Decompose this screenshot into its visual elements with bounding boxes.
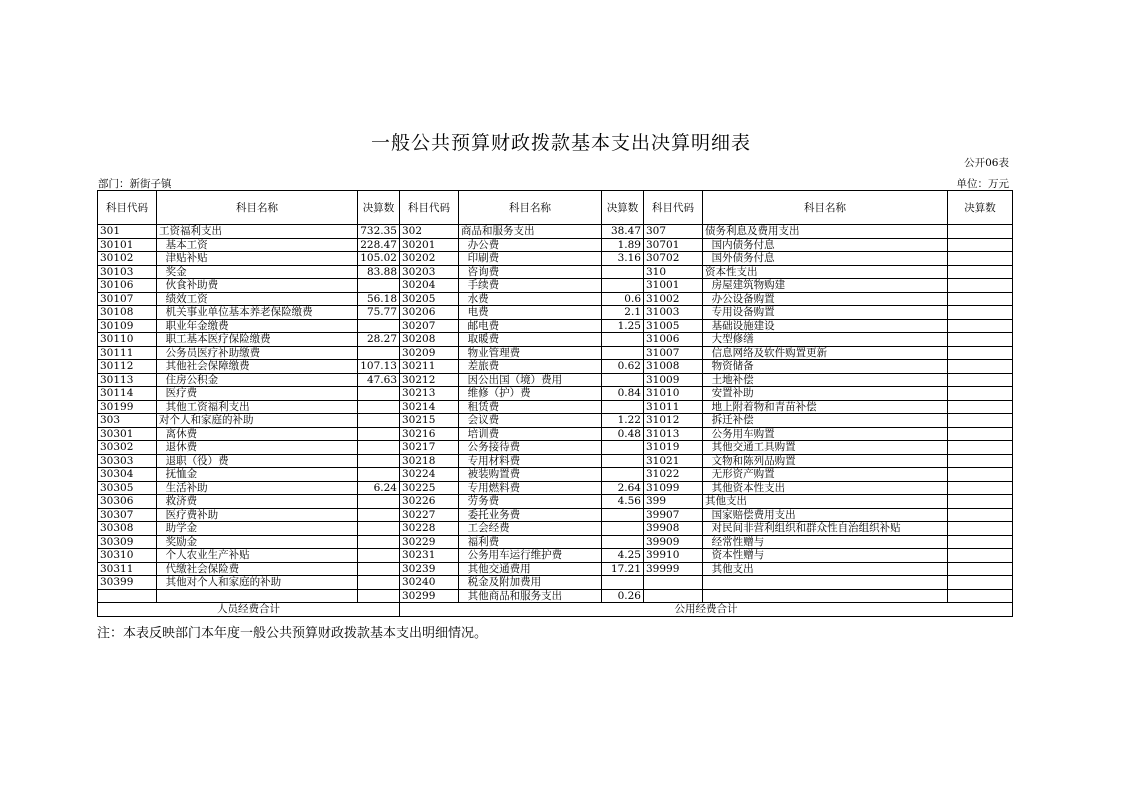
code-cell: 30302 (98, 441, 157, 455)
amount-cell (358, 319, 400, 333)
code-cell: 30114 (98, 387, 157, 401)
amount-cell: 1.89 (602, 238, 644, 252)
name-cell: 商品和服务支出 (459, 225, 602, 239)
code-cell: 30212 (400, 373, 459, 387)
code-cell: 310 (644, 265, 703, 279)
table-row (98, 238, 1013, 252)
code-cell: 31005 (644, 319, 703, 333)
code-cell: 30215 (400, 414, 459, 428)
code-cell: 30307 (98, 508, 157, 522)
code-cell: 30199 (98, 400, 157, 414)
amount-cell (602, 508, 644, 522)
code-cell: 31002 (644, 292, 703, 306)
amount-cell (602, 535, 644, 549)
code-cell: 30203 (400, 265, 459, 279)
amount-cell: 4.25 (602, 549, 644, 563)
amount-cell: 0.48 (602, 427, 644, 441)
table-row (98, 279, 1013, 293)
code-cell: 30209 (400, 346, 459, 360)
amount-cell (602, 400, 644, 414)
name-cell: 工资福利支出 (157, 225, 358, 239)
name-cell: 医疗费 (157, 387, 358, 401)
code-cell: 30110 (98, 333, 157, 347)
table-row (98, 454, 1013, 468)
code-cell: 30239 (400, 562, 459, 576)
name-cell: 维修（护）费 (459, 387, 602, 401)
amount-cell: 4.56 (602, 495, 644, 509)
name-cell: 其他资本性支出 (703, 481, 948, 495)
name-cell: 专用设备购置 (703, 306, 948, 320)
amount-cell: 2.64 (602, 481, 644, 495)
name-cell: 机关事业单位基本养老保险缴费 (157, 306, 358, 320)
amount-cell (948, 589, 1013, 603)
totals-row (98, 603, 1013, 617)
header-code: 科目代码 (98, 191, 157, 225)
code-cell: 30109 (98, 319, 157, 333)
amount-cell (948, 495, 1013, 509)
amount-cell: 1.25 (602, 319, 644, 333)
code-cell: 31003 (644, 306, 703, 320)
amount-cell: 6.24 (358, 481, 400, 495)
name-cell: 邮电费 (459, 319, 602, 333)
name-cell: 其他支出 (703, 495, 948, 509)
amount-cell (602, 333, 644, 347)
code-cell (644, 589, 703, 603)
amount-cell (948, 562, 1013, 576)
code-cell: 30218 (400, 454, 459, 468)
code-cell: 30106 (98, 279, 157, 293)
name-cell: 地上附着物和青苗补偿 (703, 400, 948, 414)
code-cell: 30224 (400, 468, 459, 482)
name-cell: 资本性支出 (703, 265, 948, 279)
code-cell: 30211 (400, 360, 459, 374)
name-cell: 国内债务付息 (703, 238, 948, 252)
name-cell: 退休费 (157, 441, 358, 455)
table-row (98, 333, 1013, 347)
name-cell: 电费 (459, 306, 602, 320)
name-cell: 被装购置费 (459, 468, 602, 482)
amount-cell (948, 400, 1013, 414)
code-cell: 30701 (644, 238, 703, 252)
amount-cell (948, 238, 1013, 252)
table-row (98, 576, 1013, 590)
code-cell: 30217 (400, 441, 459, 455)
name-cell: 国家赔偿费用支出 (703, 508, 948, 522)
code-cell: 30206 (400, 306, 459, 320)
name-cell: 专用材料费 (459, 454, 602, 468)
amount-cell (948, 427, 1013, 441)
amount-cell (948, 535, 1013, 549)
department-label: 部门：新街子镇 (98, 178, 172, 190)
name-cell: 差旅费 (459, 360, 602, 374)
code-cell: 31021 (644, 454, 703, 468)
amount-cell (948, 454, 1013, 468)
code-cell: 39908 (644, 522, 703, 536)
name-cell: 其他商品和服务支出 (459, 589, 602, 603)
name-cell: 资本性赠与 (703, 549, 948, 563)
amount-cell: 228.47 (358, 238, 400, 252)
code-cell: 31012 (644, 414, 703, 428)
name-cell: 会议费 (459, 414, 602, 428)
code-cell: 30208 (400, 333, 459, 347)
amount-cell (602, 468, 644, 482)
amount-cell (948, 252, 1013, 266)
name-cell: 个人农业生产补贴 (157, 549, 358, 563)
code-cell: 307 (644, 225, 703, 239)
code-cell: 31001 (644, 279, 703, 293)
amount-cell (948, 225, 1013, 239)
name-cell: 津贴补贴 (157, 252, 358, 266)
code-cell (644, 576, 703, 590)
code-cell: 30102 (98, 252, 157, 266)
amount-cell (948, 441, 1013, 455)
amount-cell (358, 346, 400, 360)
name-cell: 水费 (459, 292, 602, 306)
amount-cell (358, 400, 400, 414)
code-cell: 31099 (644, 481, 703, 495)
amount-cell (948, 522, 1013, 536)
amount-cell (358, 279, 400, 293)
amount-cell (948, 279, 1013, 293)
code-cell: 30311 (98, 562, 157, 576)
name-cell: 房屋建筑物购建 (703, 279, 948, 293)
name-cell: 其他工资福利支出 (157, 400, 358, 414)
amount-cell (948, 508, 1013, 522)
name-cell: 因公出国（境）费用 (459, 373, 602, 387)
code-cell: 30214 (400, 400, 459, 414)
header-code: 科目代码 (400, 191, 459, 225)
name-cell (703, 576, 948, 590)
code-cell: 31010 (644, 387, 703, 401)
table-row (98, 225, 1013, 239)
table-row (98, 481, 1013, 495)
name-cell: 福利费 (459, 535, 602, 549)
name-cell: 其他交通费用 (459, 562, 602, 576)
name-cell: 公务用车购置 (703, 427, 948, 441)
code-cell: 30309 (98, 535, 157, 549)
name-cell: 国外债务付息 (703, 252, 948, 266)
amount-cell (358, 589, 400, 603)
name-cell: 委托业务费 (459, 508, 602, 522)
table-row (98, 495, 1013, 509)
code-cell: 303 (98, 414, 157, 428)
amount-cell (948, 333, 1013, 347)
amount-cell: 75.77 (358, 306, 400, 320)
amount-cell (948, 414, 1013, 428)
name-cell (157, 589, 358, 603)
amount-cell (948, 360, 1013, 374)
name-cell: 租赁费 (459, 400, 602, 414)
name-cell: 拆迁补偿 (703, 414, 948, 428)
name-cell: 对个人和家庭的补助 (157, 414, 358, 428)
amount-cell (602, 522, 644, 536)
code-cell: 30216 (400, 427, 459, 441)
amount-cell (358, 427, 400, 441)
name-cell: 大型修缮 (703, 333, 948, 347)
name-cell: 对民间非营利组织和群众性自治组织补贴 (703, 522, 948, 536)
code-cell: 399 (644, 495, 703, 509)
amount-cell: 28.27 (358, 333, 400, 347)
name-cell: 基础设施建设 (703, 319, 948, 333)
amount-cell (948, 319, 1013, 333)
amount-cell (358, 576, 400, 590)
header-name: 科目名称 (459, 191, 602, 225)
name-cell (703, 589, 948, 603)
name-cell: 培训费 (459, 427, 602, 441)
code-cell: 30111 (98, 346, 157, 360)
expenditure-table (97, 190, 1013, 617)
amount-cell (948, 306, 1013, 320)
amount-cell: 0.26 (602, 589, 644, 603)
amount-cell (948, 265, 1013, 279)
code-cell: 39910 (644, 549, 703, 563)
table-row (98, 265, 1013, 279)
code-cell: 30231 (400, 549, 459, 563)
code-cell: 30107 (98, 292, 157, 306)
public-total-label: 公用经费合计 (400, 603, 1013, 617)
table-row (98, 549, 1013, 563)
header-name: 科目名称 (703, 191, 948, 225)
amount-cell (358, 414, 400, 428)
table-row (98, 522, 1013, 536)
code-cell: 30299 (400, 589, 459, 603)
code-cell: 30306 (98, 495, 157, 509)
code-cell: 30240 (400, 576, 459, 590)
amount-cell: 107.13 (358, 360, 400, 374)
name-cell: 手续费 (459, 279, 602, 293)
name-cell: 职业年金缴费 (157, 319, 358, 333)
name-cell: 土地补偿 (703, 373, 948, 387)
amount-cell: 47.63 (358, 373, 400, 387)
amount-cell (602, 454, 644, 468)
table-header-row (98, 191, 1013, 225)
name-cell: 办公设备购置 (703, 292, 948, 306)
name-cell: 税金及附加费用 (459, 576, 602, 590)
code-cell: 30304 (98, 468, 157, 482)
amount-cell (948, 549, 1013, 563)
code-cell: 30227 (400, 508, 459, 522)
table-row (98, 535, 1013, 549)
name-cell: 基本工资 (157, 238, 358, 252)
table-row (98, 319, 1013, 333)
code-cell: 30303 (98, 454, 157, 468)
code-cell: 30201 (400, 238, 459, 252)
code-cell: 30310 (98, 549, 157, 563)
code-cell: 30112 (98, 360, 157, 374)
page-title: 一般公共预算财政拨款基本支出决算明细表 (370, 132, 751, 154)
amount-cell (948, 387, 1013, 401)
name-cell: 物资储备 (703, 360, 948, 374)
name-cell: 工会经费 (459, 522, 602, 536)
table-row (98, 589, 1013, 603)
name-cell: 公务接待费 (459, 441, 602, 455)
amount-cell: 83.88 (358, 265, 400, 279)
amount-cell (602, 265, 644, 279)
amount-cell: 17.21 (602, 562, 644, 576)
code-cell: 30113 (98, 373, 157, 387)
amount-cell (358, 454, 400, 468)
code-cell: 30108 (98, 306, 157, 320)
name-cell: 债务利息及费用支出 (703, 225, 948, 239)
name-cell: 退职（役）费 (157, 454, 358, 468)
code-cell: 30702 (644, 252, 703, 266)
table-row (98, 427, 1013, 441)
code-cell: 39907 (644, 508, 703, 522)
name-cell: 经常性赠与 (703, 535, 948, 549)
code-cell: 31008 (644, 360, 703, 374)
code-cell: 31013 (644, 427, 703, 441)
amount-cell (948, 576, 1013, 590)
footnote: 注：本表反映部门本年度一般公共预算财政拨款基本支出明细情况。 (97, 626, 488, 641)
code-cell: 39909 (644, 535, 703, 549)
name-cell: 伙食补助费 (157, 279, 358, 293)
name-cell: 绩效工资 (157, 292, 358, 306)
code-cell: 30204 (400, 279, 459, 293)
amount-cell: 1.22 (602, 414, 644, 428)
name-cell: 其他支出 (703, 562, 948, 576)
amount-cell: 2.1 (602, 306, 644, 320)
name-cell: 办公费 (459, 238, 602, 252)
table-row (98, 346, 1013, 360)
code-cell: 302 (400, 225, 459, 239)
name-cell: 代缴社会保险费 (157, 562, 358, 576)
name-cell: 奖励金 (157, 535, 358, 549)
amount-cell (602, 373, 644, 387)
table-row (98, 306, 1013, 320)
code-cell: 39999 (644, 562, 703, 576)
name-cell: 专用燃料费 (459, 481, 602, 495)
header-name: 科目名称 (157, 191, 358, 225)
name-cell: 公务用车运行维护费 (459, 549, 602, 563)
amount-cell (948, 346, 1013, 360)
amount-cell (358, 522, 400, 536)
table-row (98, 360, 1013, 374)
table-row (98, 441, 1013, 455)
header-amount: 决算数 (602, 191, 644, 225)
amount-cell (358, 562, 400, 576)
table-row (98, 562, 1013, 576)
amount-cell (948, 292, 1013, 306)
table-row (98, 292, 1013, 306)
amount-cell: 732.35 (358, 225, 400, 239)
amount-cell (358, 468, 400, 482)
name-cell: 医疗费补助 (157, 508, 358, 522)
amount-cell: 56.18 (358, 292, 400, 306)
name-cell: 离休费 (157, 427, 358, 441)
name-cell: 抚恤金 (157, 468, 358, 482)
name-cell: 信息网络及软件购置更新 (703, 346, 948, 360)
name-cell: 公务员医疗补助缴费 (157, 346, 358, 360)
code-cell: 30399 (98, 576, 157, 590)
code-cell: 30213 (400, 387, 459, 401)
code-cell: 31006 (644, 333, 703, 347)
code-cell: 301 (98, 225, 157, 239)
amount-cell (602, 441, 644, 455)
personnel-total-label: 人员经费合计 (98, 603, 400, 617)
amount-cell (602, 576, 644, 590)
code-cell: 30205 (400, 292, 459, 306)
table-row (98, 400, 1013, 414)
form-code: 公开06表 (964, 157, 1009, 169)
name-cell: 职工基本医疗保险缴费 (157, 333, 358, 347)
code-cell: 30308 (98, 522, 157, 536)
code-cell: 31011 (644, 400, 703, 414)
amount-cell (948, 481, 1013, 495)
code-cell: 30101 (98, 238, 157, 252)
amount-cell (358, 549, 400, 563)
name-cell: 无形资产购置 (703, 468, 948, 482)
code-cell: 30301 (98, 427, 157, 441)
amount-cell (358, 508, 400, 522)
table-row (98, 414, 1013, 428)
code-cell: 30103 (98, 265, 157, 279)
table-row (98, 468, 1013, 482)
name-cell: 物业管理费 (459, 346, 602, 360)
name-cell: 救济费 (157, 495, 358, 509)
amount-cell (602, 346, 644, 360)
amount-cell (948, 468, 1013, 482)
amount-cell: 0.62 (602, 360, 644, 374)
amount-cell (602, 279, 644, 293)
code-cell: 30202 (400, 252, 459, 266)
table-row (98, 252, 1013, 266)
unit-label: 单位：万元 (956, 178, 1009, 190)
amount-cell: 38.47 (602, 225, 644, 239)
header-code: 科目代码 (644, 191, 703, 225)
table-row (98, 373, 1013, 387)
code-cell: 30228 (400, 522, 459, 536)
code-cell: 31007 (644, 346, 703, 360)
table-row (98, 508, 1013, 522)
name-cell: 文物和陈列品购置 (703, 454, 948, 468)
name-cell: 咨询费 (459, 265, 602, 279)
name-cell: 劳务费 (459, 495, 602, 509)
code-cell: 30226 (400, 495, 459, 509)
amount-cell: 105.02 (358, 252, 400, 266)
amount-cell (358, 441, 400, 455)
code-cell: 30305 (98, 481, 157, 495)
name-cell: 安置补助 (703, 387, 948, 401)
name-cell: 取暖费 (459, 333, 602, 347)
code-cell: 31022 (644, 468, 703, 482)
amount-cell: 3.16 (602, 252, 644, 266)
amount-cell (948, 373, 1013, 387)
amount-cell (358, 387, 400, 401)
name-cell: 其他交通工具购置 (703, 441, 948, 455)
name-cell: 其他对个人和家庭的补助 (157, 576, 358, 590)
name-cell: 奖金 (157, 265, 358, 279)
code-cell: 31019 (644, 441, 703, 455)
amount-cell: 0.84 (602, 387, 644, 401)
name-cell: 生活补助 (157, 481, 358, 495)
name-cell: 助学金 (157, 522, 358, 536)
amount-cell (358, 495, 400, 509)
name-cell: 其他社会保障缴费 (157, 360, 358, 374)
name-cell: 住房公积金 (157, 373, 358, 387)
header-amount: 决算数 (948, 191, 1013, 225)
code-cell: 30207 (400, 319, 459, 333)
header-amount: 决算数 (358, 191, 400, 225)
table-row (98, 387, 1013, 401)
code-cell: 31009 (644, 373, 703, 387)
amount-cell: 0.6 (602, 292, 644, 306)
code-cell (98, 589, 157, 603)
name-cell: 印刷费 (459, 252, 602, 266)
amount-cell (358, 535, 400, 549)
code-cell: 30229 (400, 535, 459, 549)
code-cell: 30225 (400, 481, 459, 495)
